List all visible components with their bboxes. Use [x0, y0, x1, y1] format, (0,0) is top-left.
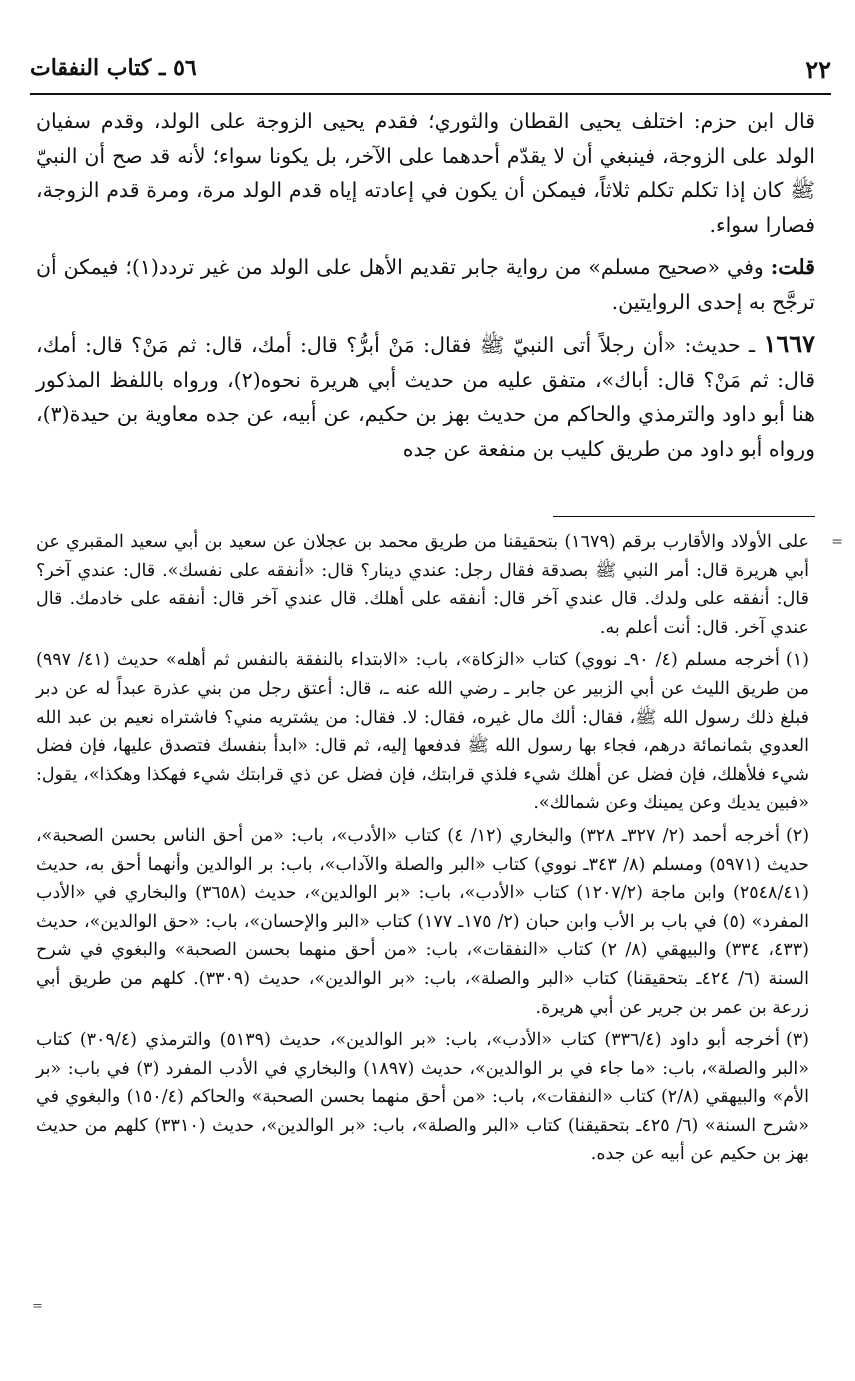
hadith-number: ١٦٦٧ [763, 329, 815, 358]
footnote-continuation [36, 528, 843, 642]
footnote-2-text: أخرجه أحمد (٢/ ٣٢٧ـ ٣٢٨) والبخاري (١٢/ ٤) كتاب «الأدب»، باب: «من أحق الناس بحسن الصحبة»، حديث (٥٩٧١) ومسلم (٨/ ٣٤٣ـ نووي) كتاب «البر والصلة والآداب»، باب: بر الوالدين وأنهما أحق به، حديث (٢٥٤٨/٤١) وابن ماجة (١٢٠٧/٢) كتاب «الأدب»، باب: «بر الوالدين»، حديث (٣٦٥٨) والبخاري في «الأدب المفرد» (٥) في باب بر الأب وابن حبان (٢/ ١٧٥ـ ١٧٧) كتاب «البر والإحسان»، باب: «حق الوالدين»، حديث (٤٣٣، ٣٣٤) والبيهقي (٨/ ٢) كتاب «النفقات»، باب: «من أحق منهما بحسن الصحبة» والبغوي في شرح السنة (٦/ ٤٢٤ـ بتحقيقنا) كتاب «البر والصلة»، باب: «بر الوالدين»، حديث (٣٣٠٩). كلهم من طريق أبي زرعة بن عمر بن جرير عن أبي هريرة. [36, 825, 809, 1018]
page-number: ٢٢ [805, 55, 831, 84]
qultu-text: وفي «صحيح مسلم» من رواية جابر تقديم الأهل على الولد من غير تردد(١)؛ فيمكن أن ترجَّح به إحدى الروايتين. [36, 255, 815, 314]
footnote-1 [36, 646, 815, 818]
running-title: ٥٦ ـ كتاب النفقات [30, 55, 197, 81]
footnote-3-text: أخرجه أبو داود (٣٣٦/٤) كتاب «الأدب»، باب: «بر الوالدين»، حديث (٥١٣٩) والترمذي (٣٠٩/٤) كتاب «البر والصلة»، باب: «ما جاء في بر الوالدين»، حديث (١٨٩٧) والبخاري في الأدب المفرد (٣) في باب: «بر الأم» والبيهقي (٢/٨) كتاب «النفقات»، باب: «من أحق منهما بحسن الصحبة» والحاكم (١٥٠/٤) والبغوي في «شرح السنة» (٦/ ٤٢٥ـ بتحقيقنا) كتاب «البر والصلة»، باب: «بر الوالدين»، حديث (٣٣١٠) كلهم من حديث بهز بن حكيم عن أبيه عن جده. [36, 1030, 810, 1165]
hadith-text: ـ حديث: «أن رجلاً أتى النبيّ ﷺ فقال: مَنْ أبرُّ؟ قال: أمك، قال: ثم مَنْ؟ قال: أمك، قال: ثم مَنْ؟ قال: أباك»، متفق عليه من حديث أبي هريرة نحوه(٢)، ورواه باللفظ المذكور هنا أبو داود والترمذي والحاكم من حديث بهز بن حكيم، عن أبيه، عن جده معاوية بن حيدة(٣)، ورواه أبو داود من طريق كليب بن منفعة عن جده [36, 333, 815, 461]
footnotes [36, 528, 843, 1173]
paragraph-ibn-hazm: قال ابن حزم: اختلف يحيى القطان والثوري؛ فقدم يحيى الزوجة على الولد، وقدم سفيان الولد على الزوجة، فينبغي أن لا يقدّم أحدهما على الآخر، بل يكونا سواء؛ لأنه قد صح أن النبيّ ﷺ كان إذا تكلم تكلم ثلاثاً، فيمكن أن يكون في إعادته إياه قدم الولد مرة، ومرة قدم الزوجة، فصارا سواء. [36, 109, 815, 237]
footnote-3 [36, 1026, 815, 1169]
footnote-continuation-text: على الأولاد والأقارب برقم (١٦٧٩) بتحقيقنا من طريق محمد بن عجلان عن سعيد بن أبي سعيد المقبري عن أبي هريرة قال: أمر النبي ﷺ بصدقة فقال رجل: عندي دينار؟ قال: «أنفقه على نفسك». قال: عندي آخر؟ قال: أنفقه على ولدك. قال عندي آخر قال: أنفقه على أهلك. قال عندي آخر قال: أنفقه على خادمك. قال عندي آخر. قال: أنت أعلم به. [36, 532, 809, 638]
main-text [36, 104, 815, 474]
paragraph-qultu [36, 250, 815, 319]
paragraph-hadith-1667 [36, 327, 815, 466]
qultu-label: قلت: [770, 255, 815, 279]
footnote-1-text: أخرجه مسلم (٤/ ٩٠ـ نووي) كتاب «الزكاة»، باب: «الابتداء بالنفقة بالنفس ثم أهله» حديث (٤١/ ٩٩٧) من طريق الليث عن أبي الزبير عن جابر ـ رضي الله عنه ـ، قال: أعتق رجل من بني عذرة عبداً له عن دبر فبلغ ذلك رسول الله ﷺ، فقال: ألك مال غيره، فقال: لا. فقال: من يشتريه مني؟ فاشتراه نعيم بن عبد الله العدوي بثمانمائة درهم، فجاء بها رسول الله ﷺ فدفعها إليه، ثم قال: «ابدأ بنفسك فتصدق عليها، فإن فضل شيء فلأهلك، فإن فضل عن أهلك شيء فلذي قرابتك، فإن فضل عن ذي قرابتك شيء فهكذا وهكذا»، يقول: «فبين يديك وعن يمينك وعن شمالك». [36, 650, 809, 814]
page-header [30, 55, 831, 91]
footnote-1-marker: (١) [785, 650, 809, 671]
continuation-mark: = [831, 534, 843, 550]
footnote-3-marker: (٣) [785, 1030, 809, 1051]
footnote-separator [553, 516, 815, 517]
header-rule [30, 93, 831, 95]
footnote-2 [36, 822, 815, 1022]
continuation-next-mark: = [32, 1299, 43, 1314]
footnote-2-marker: (٢) [785, 825, 810, 846]
